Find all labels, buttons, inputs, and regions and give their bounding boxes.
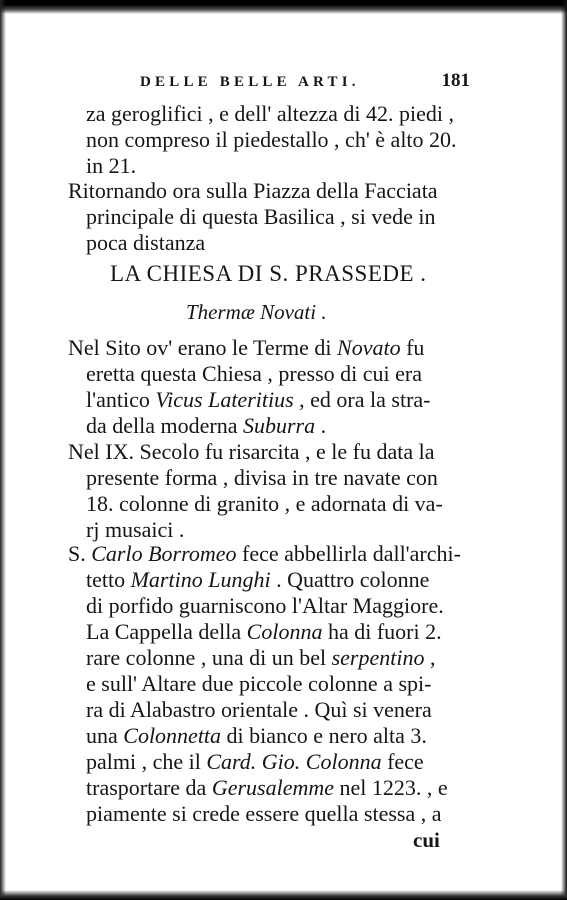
text-line: rare colonne , una di un bel serpentino , xyxy=(86,645,436,670)
text-line: poca distanza xyxy=(86,230,206,255)
text-line: S. Carlo Borromeo fece abbellirla dall'archi- xyxy=(68,541,461,566)
text-line: eretta questa Chiesa , presso di cui era xyxy=(86,361,422,386)
text-line: non compreso il piedestallo , ch' è alto 20. xyxy=(86,127,457,152)
text-line: Ritornando ora sulla Piazza della Facciata xyxy=(68,178,438,203)
section-heading: LA CHIESA DI S. PRASSEDE . xyxy=(110,261,427,286)
text-line: Nel Sito ov' erano le Terme di Novato fu xyxy=(68,335,425,360)
page-edge-left xyxy=(0,0,6,900)
page-edge-bottom xyxy=(0,890,567,900)
running-head-title: DELLE BELLE ARTI. xyxy=(140,74,360,90)
text-line: Nel IX. Secolo fu risarcita , e le fu data la xyxy=(68,439,435,464)
text-line: l'antico Vicus Lateritius , ed ora la stra- xyxy=(86,387,431,412)
text-line: trasportare da Gerusalemme nel 1223. , e xyxy=(86,775,448,800)
text-line: tetto Martino Lunghi . Quattro colonne xyxy=(86,567,430,592)
text-line: di porfido guarniscono l'Altar Maggiore. xyxy=(86,593,444,618)
text-line: za geroglifici , e dell' altezza di 42. piedi , xyxy=(86,101,455,126)
page-edge-top xyxy=(0,0,567,14)
text-line: La Cappella della Colonna ha di fuori 2. xyxy=(86,619,442,644)
running-head xyxy=(140,70,470,98)
section-subheading: Thermæ Novati . xyxy=(186,300,327,324)
catchword: cui xyxy=(413,828,440,852)
page-number: 181 xyxy=(441,70,470,91)
text-line: palmi , che il Card. Gio. Colonna fece xyxy=(86,749,424,774)
text-line: e sull' Altare due piccole colonne a spi- xyxy=(86,671,432,696)
page-edge-right xyxy=(561,0,567,900)
text-line: in 21. xyxy=(86,153,137,178)
text-line: da della moderna Suburra . xyxy=(86,413,327,438)
text-line: rj musaici . xyxy=(86,517,185,542)
text-line: piamente si crede essere quella stessa , a xyxy=(86,801,442,826)
text-line: presente forma , divisa in tre navate con xyxy=(86,465,438,490)
text-line: 18. colonne di granito , e adornata di va- xyxy=(86,491,443,516)
text-line: principale di questa Basilica , si vede in xyxy=(86,204,436,229)
text-line: una Colonnetta di bianco e nero alta 3. xyxy=(86,723,427,748)
text-line: ra di Alabastro orientale . Quì si venera xyxy=(86,697,432,722)
